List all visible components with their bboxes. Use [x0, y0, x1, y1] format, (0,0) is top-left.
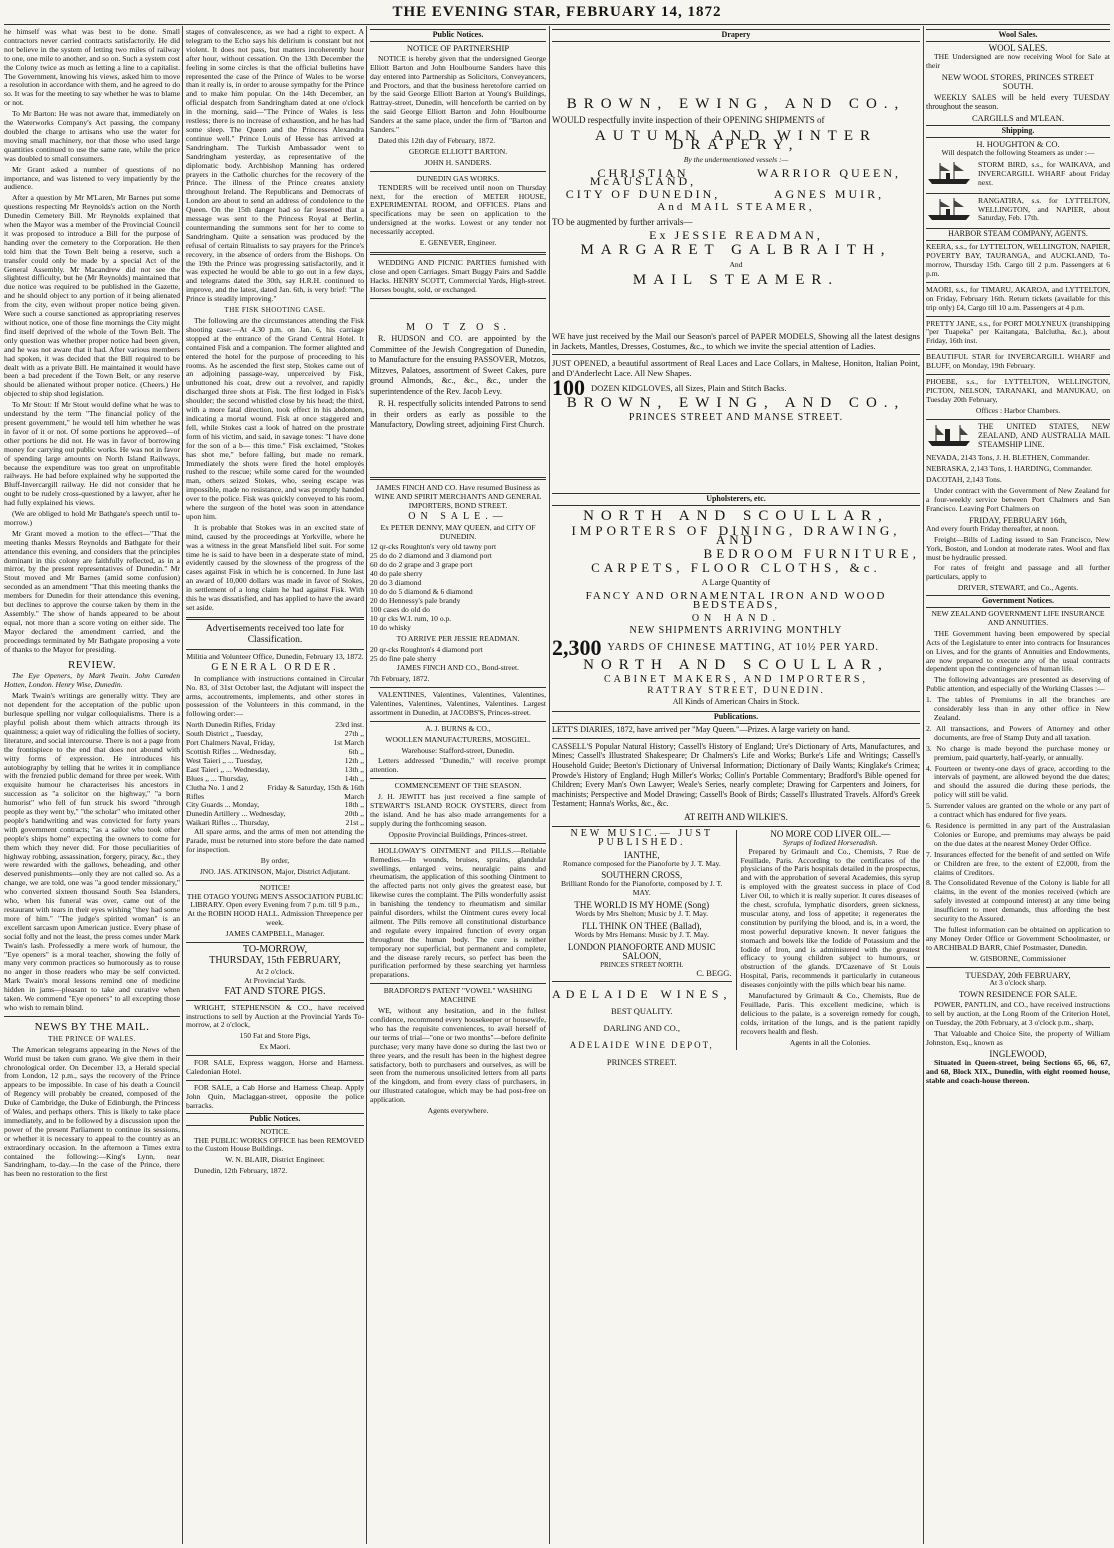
wine-list — [370, 543, 546, 632]
column-divider — [182, 26, 183, 1544]
mail-line: THE UNITED STATES, NEW ZEALAND, AND AUSTRALIA MAIL STEAMSHIP LINE. — [978, 422, 1110, 449]
wool-store: NEW WOOL STORES, PRINCES STREET SOUTH. — [941, 71, 1095, 91]
beautiful-star: BEAUTIFUL STAR for INVERCARGILL WHARF and BLUFF, on Monday, 19th February. — [926, 352, 1110, 371]
wedding-notice: WEDDING AND PICNIC PARTIES furnished with close and open Carriages. Smart Buggy Pairs and Saddle Hacks. HENRY SCOTT, Commercial Yards, High-street. Horses bought, sold, or exchanged. — [370, 257, 546, 294]
finch-heading: JAMES FINCH AND CO. Have resumed Business as WINE AND SPIRIT MERCHANTS AND GENERAL IMPORTERS, BOND STREET. — [374, 482, 542, 510]
schedule-date: 21st ,, — [345, 818, 364, 828]
column-4 — [552, 28, 920, 1544]
upholsterers-heading: Upholsterers, etc. — [552, 493, 920, 506]
reith-line: AT REITH AND WILKIE'S. — [684, 811, 788, 822]
gas-heading: DUNEDIN GAS WORKS. — [416, 173, 500, 183]
wine-item: 100 cases do old do — [370, 604, 430, 614]
public-notices-heading: Public Notices. — [370, 29, 546, 42]
general-order-body: In compliance with instructions contained in Circular No. 83, of 31st October last, the Adjutant will inspect the arms, accoutrements, implements, and other stores in possession of the Volunteers in this command, in the following order:— — [186, 673, 364, 719]
steamship-icon — [926, 423, 974, 449]
wine-item: 60 do do 2 grape and 3 grape port — [370, 560, 473, 570]
gas-body: TENDERS will be received until noon on Thursday next, for the erection of METER HOUSE, EXPERIMENTAL ROOM, and OFFICES. Plans and specifications may be seen on application to the undersigned at the works. Lowest or any tender not necessarily accepted. — [370, 182, 546, 237]
adelaide-heading: ADELAIDE WINES, — [552, 987, 732, 1002]
adelaide-depot: ADELAIDE WINE DEPOT, — [569, 1040, 714, 1051]
divider — [926, 374, 1110, 375]
sale-date: TUESDAY, 20th FEBRUARY, — [965, 969, 1071, 980]
maori: MAORI, s.s., for TIMARU, AKAROA, and LYTTELTON, on Friday, February 16th. Return tickets (available for this trip only) £4, Cargo till 10 a.m. Passengers at 4 p.m. — [926, 284, 1110, 312]
divider — [186, 617, 364, 620]
masthead: THE EVENING STAR, FEBRUARY 14, 1872 — [392, 4, 722, 20]
militia-office: Militia and Volunteer Office, Dunedin, February 13, 1872. — [186, 651, 364, 661]
column-divider — [549, 26, 550, 1544]
season-heading: COMMENCEMENT OF THE SEASON. — [394, 781, 522, 791]
ship-name: AGNES MUIR, — [773, 187, 885, 202]
sale-time: At 3 o'clock sharp. — [989, 978, 1047, 988]
schedule-date: 20th ,, — [344, 809, 364, 819]
divider — [186, 942, 364, 943]
offices: Offices : Harbor Chambers. — [975, 405, 1061, 415]
schedule-date: 23rd inst. — [335, 720, 364, 730]
column-divider — [923, 26, 924, 1544]
notice-heading: NOTICE! — [259, 882, 291, 892]
music-title: THE WORLD IS MY HOME (Song) — [574, 900, 710, 911]
column-5 — [926, 28, 1110, 1544]
matting-line: YARDS OF CHINESE MATTING, AT 10½ PER YARD. — [607, 642, 879, 654]
review-lead: The Eye Openers, by Mark Twain. John Camden Hotten, London. Henry Wise, Dunedin. — [4, 671, 180, 690]
drapery-heading: Drapery — [552, 29, 920, 42]
schedule-corps: North Dunedin Rifles, Friday — [186, 720, 276, 730]
music-desc: Romance composed for the Pianoforte by J. T. May. — [562, 858, 721, 868]
every-fourth: And every fourth Friday thereafter, at noon. — [926, 523, 1059, 533]
nevada: NEVADA, 2143 Tons, J. H. BLETHEN, Commander. — [926, 453, 1090, 463]
divider — [186, 880, 364, 881]
publications-heading: Publications. — [552, 711, 920, 724]
notice-heading: NOTICE. — [260, 1126, 290, 1136]
column-2 — [186, 28, 364, 1544]
wine-item: 10 qr cks W.I. rum, 10 o.p. — [370, 613, 452, 623]
order-signoff: By order, — [260, 855, 290, 865]
firm-name: NORTH AND SCOULLAR, — [583, 657, 889, 674]
power-pantlin: POWER, PANTLIN, and CO., have received instructions to sell by auction, at the Long Room of the Criterion Hotel, on Tuesday, the 20th February, at 3 o'clock p.m., sharp, — [926, 1000, 1110, 1028]
burns-letters: Letters addressed "Dunedin," will receive prompt attention. — [370, 756, 546, 775]
article-paragraph: stages of convalescence, as we had a right to expect. A telegram to the Echo says his delirium is constant but not violent. It does not pass, but matters incoherently hour after hour, without cessation. On the 13th December the feeling in some circles is that the official bulletins have represented the case of the Prince of Wales to be worse than it really is, in order to arouse sympathy for the Prince and to make him popular. On the 14th December, an official despatch from Sandringham dated at one o'clock in the morning, said—"The Prince of Wales is less restless; there is no increase of exhaustion, and he has had some sleep. The Queen and the Princess Alexandra continue well." Prince Louis of Hesse has arrived at Sandringham. The Turkish Ambassador went to Sandringham yesterday, as representative of the diplomatic body. Archbishop Manning has ordered prayers in the Catholic churches for the recovery of the Prince. The illness of the Prince creates anxiety throughout Ireland. The Republicans and Democrats of London are about to send an address of condolence to the Queen. On the 15th danger had so far lessened that a message was sent to the Princess Royal at Berlin, countermanding the summons sent for her to come to Sandringham. Quite a sensation was produced by the refusal of certain Ritualists to say prayers for the Prince's recovery, in the absence of orders from the Bishops. On the 19th the Prince was progressing satisfactorily, and it was expected he would be able to go out in a few days, and telegrams dated the 30th, say H.R.H. continued to improve, and the latest, dated Jan. 6th, is very brief: "The Prince is steadily improving." — [186, 28, 364, 304]
cod-heading: NO MORE COD LIVER OIL.— — [770, 828, 891, 839]
ship-icon — [926, 197, 974, 223]
nzgov-body: THE Government having been empowered by special Acts of the Legislature to enter into contracts for Insurances on Lives, and for the grants of Annuities and Endowments, are now prepared to execute any of the usual contracts dependent upon the contingencies of human life. — [926, 628, 1110, 674]
sale-time: At 2 o'clock. — [255, 966, 295, 976]
houghton-heading: H. HOUGHTON & CO. — [976, 139, 1060, 150]
partnership-heading: NOTICE OF PARTNERSHIP — [406, 42, 510, 53]
wine-item: 20 do 3 diamond — [370, 578, 422, 588]
motzos-body: R. HUDSON and CO. are appointed by the Committee of the Jewish Congregation of Dunedin, to Manufacture for the ensuing PASSOVER, Motzos, Mitzves, Palatoes, assortment of Sweet Cakes, pure ground Almonds, &c., &c., &c., under the superintendence of the Rev. Jacob Levy. — [370, 334, 546, 396]
schedule-date: 13th ,, — [344, 764, 364, 774]
schedule-corps: West Taieri ,, ... Tuesday, — [186, 755, 263, 765]
fisk-heading: THE FISK SHOOTING CASE. — [224, 306, 326, 315]
schedule-corps: Blues ,, ... Thursday, — [186, 773, 249, 783]
bedsteads-line: FANCY AND ORNAMENTAL IRON AND WOOD BEDSTEADS, — [585, 589, 887, 611]
ship-icon — [926, 161, 974, 187]
season-address: Opposite Provincial Buildings, Princes-street. — [388, 829, 528, 839]
ship-name: MAIL STEAMER. — [632, 271, 840, 288]
wine-item: 25 do do 2 diamond and 3 diamond port — [370, 551, 492, 561]
vowel-heading: BRADFORD'S PATENT "VOWEL" WASHING MACHINE — [383, 986, 533, 1005]
on-hand-line: ON HAND. — [691, 612, 781, 624]
article-paragraph: To Mr Stout: If Mr Stout would define what he was to understand by the term "The financial policy of the present government," he would tell him whether he was in favor of it or not. Of some portions he approved—of other portions he did not. He was in favor of borrowing money for carrying out public works. He was not in favor of spending large amounts on North Island Railways, because the expenditure was too great on unprofitable railways. He had before explained why he supported the Bluff-Invercargill railway. He did not consider that he ought to be rudely cross-questioned by a lawyer, after he had fully explained his views. — [4, 400, 180, 508]
wine-item: 10 do whisky — [370, 622, 411, 632]
article-paragraph: To Mr Barton: He was not aware that, immediately on the Waterworks Company's Act passing, the company doubled the charge to artisans who use the water for moving small machinery, nor that those who used large quantities continued to use the same rate, while the price was doubled to small consumers. — [4, 109, 180, 163]
fisk-body: The following are the circumstances attending the Fisk shooting case:—At 4.30 p.m. on Jan. 6, his carriage stopped at the entrance of the Grand Central Hotel. It contained Fisk and a companion. The former alighted and entered the hotel for the purpose of proceeding to his rooms. As he ascended the first step, Stokes came out of an adjoining passage-way, unperceived by Fisk, unbuttoned his coat, drew out a revolver, and rapidly discharged three shots at Fisk. The first lodged in Fisk's shoulder; the second whistled close by his head; the third, with a more fatal direction, took effect in his abdomen, indicating a mortal wound. Fisk at once staggered and fell, while Stokes cast a look of hatred on the prostrate form of his victim, and said, in savage tones: "I have done for the son of a b— this time." Fisk exclaimed, "Stokes has shot me," before falling, but made no remark. Immediately the shots were fired the hotel employés rushed to the rescue; while some cared for the wounded man, others seized Stokes, who, seeing escape was impossible, made no resistance, and was promptly handed over to the police. Fisk was quickly conveyed to his room, where the surgeon of the hotel was soon in attendance upon him. — [186, 316, 364, 521]
music-desc: Words by Mrs Hemans: Music by J. T. May. — [574, 929, 709, 939]
fullest-info: The fullest information can be obtained on application to any Money Order Office or Government Schoolmaster, or to ARCHIBALD BARR, Chief Postmaster, Dunedin. — [926, 924, 1110, 952]
review-body: Mark Twain's writings are generally witty. They are not dependent for the acceptation of the public upon burlesque spelling nor vulgar colloquialisms. There is a playful polish about them which attracts through its quaintness; a quiet way of ridiculing the follies of society, literature, and social intercourse. There is not a page from the frontispiece to the end that does not abound with witty forms of expression. He introduces his autobiography by telling that he writes it in compliance with the frenzied public demand for three per week. With exquisite humour he characterises his ancestors in succession as "a solicitor on the highway," "a born humorist" who fell of fun struck his sword "through people as they went by," "the scholar" who imitated other people's handwriting and was convicted for forty years with government contracts; "as a sailor who took other people's ships home" expecting the owners to come for them which they never did. For those peculiarities of highway robbing, assassination, forgery, piracy, &c., they were rewarded with the gallows, beheading, and other deserved punishments—only they are not called so. As a change, we are told, one was "a good tender missionary," who converted sixteen thousand South Sea Islanders, who, when his funeral was over, came out of the restaurant with tears in their eyes wishing "they had some more of him." "The judge's spirited woman" is an excellent sarcasm upon American justice. Every phase of social folly and not the least, the press comes under Mark Twain's lash. Professedly a mere work of humour, the "Eye openers" is a moral teacher, showing the folly of many very common practices so humorously as to rouse no anger in those readers who may be self convicted. Mark Twain's moral lessons remind one of medicine hidden in jams—pleasant to take and curative when taken. We commend "Eye openers" to all excepting those who wish to remain blind. — [4, 691, 180, 1012]
advantage-item: 8. The Consolidated Revenue of the Colony is liable for all claims, in the event of the monies received (which are safely invested at compound interest) at any time being insufficient to meet demands, thus affording the best security to the Assured. — [926, 878, 1110, 924]
government-notices-heading: Government Notices. — [926, 595, 1110, 608]
order-signature: JNO. JAS. ATKINSON, Major, District Adjutant. — [199, 866, 351, 876]
vowel-body: WE, without any hesitation, and in the fullest confidence, recommend every housekeeper or housewife, who has the requisite conveniences, to avail herself of our terms of trial—"one or two months"—before definite purchase; very many have done so during the last two or three years, and the result has been in the highest degree satisfactory, both to purchasers and ourselves, as will be seen from the numerous unsolicited letters from all parts of the kingdom, and from every class of purchasers, in our illustrated catalogue, which may be had post-free on application. — [370, 1006, 546, 1105]
wine-item: 40 do pale sherry — [370, 569, 423, 579]
music-title: SOUTHERN CROSS, — [601, 870, 683, 881]
carpets-line: CARPETS, FLOOR CLOTHS, &c. — [591, 559, 881, 575]
schedule-corps: Clutha No. 1 and 2 Rifles — [186, 782, 244, 801]
autumn-heading: AUTUMN AND WINTER DRAPERY, — [594, 127, 878, 153]
divider — [370, 778, 546, 779]
burns-warehouse: Warehouse: Stafford-street, Dunedin. — [401, 745, 515, 755]
divider — [552, 354, 920, 355]
paper-models: WE have just received by the Mail our Season's parcel of PAPER MODELS, Showing all the latest designs in Jackets, Mantles, Dresses, Costumes, &c., to which we invite the special attention of Ladies. — [552, 330, 920, 351]
schedule-corps: Port Chalmers Naval, Friday, — [186, 738, 275, 748]
sale-item: FAT AND STORE PIGS. — [224, 985, 326, 997]
weekly-sales: WEEKLY SALES will be held every TUESDAY throughout the season. — [926, 93, 1110, 112]
cod-body: Prepared by Grimault and Co., Chemists, 7 Rue de Feuillade, Paris. According to the certificates of the physicians of the Paris hospitals detailed in the prospectus, and with the approbation of several Academies, this syrup is employed with the greatest success in place of Cod Liver Oil, to which it is really superior. It cures diseases of the chest, scrofula, lymphatic disorders, green sickness, muscular atony, and loss of appetite; it regenerates the constitution by purifying the blood, and is, in a word, the most powerful depurative known. It never fatigues the stomach and bowels like the Iodide of Potassium and the Iodide of Iron, and is administered with the greatest efficacy to young children subject to humours, or obstruction of the glands. D'Cazenave of St Louis Hospital, Paris, recommends it particularly in cutaneous diseases conjointly with the pills which bear his name. — [740, 846, 920, 990]
ymca-signature: JAMES CAMPBELL, Manager. — [225, 929, 325, 939]
divider — [552, 738, 920, 739]
importers-line: IMPORTERS OF DINING, DRAWING, AND — [571, 523, 901, 548]
column-3 — [370, 28, 546, 1544]
storm-bird: STORM BIRD, s.s., for WAIKAVA, and INVERCARGILL WHARF about Friday next. — [978, 160, 1110, 187]
advantage-item: 6. Residence is permitted in any part of the Australasian Colonies or Europe, and premiums may always be paid on the due dates at the nearest Money Order Office. — [926, 820, 1110, 848]
column-divider — [366, 26, 367, 1544]
adelaide-address: PRINCES STREET. — [606, 1057, 677, 1067]
firm-name: BROWN, EWING, AND CO., — [566, 394, 906, 411]
pretty-jane: PRETTY JANE, s.s., for PORT MOLYNEUX (transhipping "per Tuapeka" per Kaitangata, Balclutha, &c.), about Friday, 16th inst. — [926, 318, 1110, 346]
divider — [370, 983, 546, 984]
chairs-line: All Kinds of American Chairs in Stock. — [672, 697, 800, 706]
music-desc: Words by Mrs Shelton; Music by J. T. May. — [575, 909, 709, 919]
nzgov-body: The following advantages are presented as deserving of Public attention, and especially of the Working Classes :— — [926, 675, 1110, 694]
valentines-notice: VALENTINES, Valentines, Valentines, Valentines, Valentines, Valentines, Valentines, Valentines. Largest assortment in Dunedin, at JACOBS'S, Princes-street. — [370, 690, 546, 717]
news-body: The American telegrams appearing in the News of the World must be taken cum grano. We give them in their chronological order. On December 13, a Herald special from London, 12 p.m., says the recovery of the Prince appears to be impossible. In case of his death a Council of Regency will probably be created, composed of the Duke of Cambridge, the Duke of Edinburgh, the Princess of Wales, and perhaps others. This is likely to take place immediately, and to be followed by a discussion upon the power of the present Parliament to continue its sessions, or whether it is necessary to appeal to the country as an extraordinary occasion. In the afternoon a Times extra contained the following:—King's Lynn, near Sandringham, to-day.—In the case of the Prince, there has been no restoration to the first — [4, 1044, 180, 1179]
wine-item: 12 qr-cks Roughton's very old tawny port — [370, 542, 497, 552]
matting-quantity: 2,300 — [552, 635, 602, 661]
partnership-signature: GEORGE ELLIOTT BARTON. — [408, 146, 508, 156]
contract: Under contract with the Government of New Zealand for a four-weekly service between Port Chalmers and San Francisco. Leaving Port Chalmers on — [926, 486, 1110, 513]
driver-stewart: DRIVER, STEWART, and Co., Agents. — [957, 583, 1079, 593]
vessels-lead: By the undermentioned vessels :— — [683, 154, 789, 164]
divider — [926, 419, 1110, 420]
divider — [186, 1080, 364, 1081]
advantage-item: 1. The tables of Premiums in all the branches are considerably less than in any other office in New Zealand. — [926, 695, 1110, 722]
divider — [370, 477, 546, 480]
harbor-heading: HARBOR STEAM COMPANY, AGENTS. — [926, 228, 1110, 241]
ymca-notice: THE OTAGO YOUNG MEN'S ASSOCIATION PUBLIC LIBRARY. Open every Evening from 7 p.m. till 9 p.m., At the ROBIN HOOD HALL. Admission Threepence per week. — [186, 891, 364, 928]
article-paragraph: Mr Grant asked a number of questions of no importance, and was listened to very impatiently by the audience. — [4, 164, 180, 192]
divider — [4, 1016, 180, 1017]
article-paragraph: Mr Grant moved a motion to the effect—"That the meeting thanks Messrs Reynolds and Bathgate for their attendance this evening, and considers that the principles dominant in this colony are faithfully reflected, as in a mirror, by the present representatives of Dunedin." Mr Stout moved and Mr Barnes (amid some confusion) seconded as an amendment "That this meeting thanks the members for Dunedin for their attendance this evening, but declines to approve the course taken by them in the Assembly." The show of hands appeared to be about equal, not more than a score voting on either side. The Mayor declared the amendment carried, and the proceedings terminated by Mr Bathgate proposing a vote of thanks to the Mayor for presiding. — [4, 528, 180, 654]
inglewood: INGLEWOOD, — [989, 1048, 1047, 1059]
sale-place: At Provincial Yards. — [244, 975, 306, 985]
divider — [370, 687, 546, 688]
schedule-date: 18th ,, — [344, 800, 364, 810]
cabinet-line: CABINET MAKERS, AND IMPORTERS, — [604, 674, 868, 686]
partnership-body: NOTICE is hereby given that the undersigned George Elliott Barton and John Houlbourne Sanders have this day entered into Partnership as Solicitors, Conveyancers, and Proctors, and that the business heretofore carried on by the said George Elliott Barton at Young's Buildings, Rattray-street, Dunedin, will henceforth be carried on by the said George Elliott Barton and John Houlbourne Sanders at the same place, under the firm of "Barton and Sanders." — [370, 53, 546, 135]
saloon-signature: C. BEGG. — [696, 968, 732, 979]
divider — [186, 1000, 364, 1001]
holloway-notice: HOLLOWAY'S OINTMENT and PILLS.—Reliable Remedies.—In wounds, bruises, sprains, glandular swellings, enlarged veins, neuralgic pains and rheumatism, the application of this soothing Ointment to the affected parts not only gives the greatest ease, but likewise cures the complaint. The Pills wonderfully assist in banishing the tendency to rheumatism and similar painful disorders, whilst the Ointment cures every local ailment. The Pills remove all constitutional disturbance and regulate every impaired function of every organ throughout the human body. The cure is neither temporary nor superficial, but permanent and complete, and the disease rarely recurs, so perfect has been the purification performed by these searching yet harmless preparations. — [370, 845, 546, 980]
advantage-item: 3. No charge is made beyond the purchase money or premium, paid quarterly, half-yearly, or annually. — [926, 743, 1110, 762]
for-sale-notice: FOR SALE, a Cab Horse and Harness Cheap. Apply John Quin, Maclaggan-street, opposite the police barracks. — [186, 1082, 364, 1110]
music-title: I'LL THINK ON THEE (Ballad), — [581, 920, 702, 931]
and-line: And — [729, 259, 743, 269]
music-title: IANTHE, — [623, 849, 660, 860]
wine-item: 10 do do 5 diamond & 6 diamond — [370, 586, 473, 596]
ship-name: Ex JESSIE READMAN, — [649, 228, 823, 243]
review-heading: REVIEW. — [67, 658, 116, 671]
divider — [370, 298, 546, 299]
on-sale-heading: ON SALE.— — [408, 510, 508, 522]
finch-date: 7th February, 1872. — [370, 674, 430, 684]
houghton-sub: Will despatch the following Steamers as under :— — [941, 147, 1095, 157]
arrive-list — [370, 646, 546, 664]
inspection-schedule — [186, 721, 364, 828]
public-notices-heading: Public Notices. — [186, 1113, 364, 1126]
divider — [926, 967, 1110, 968]
advantage-item: 7. Insurances effected for the benefit of and settled on Wife or Children are free, to the extent of £2,000, from the claims of Creditors. — [926, 849, 1110, 877]
town-residence: TOWN RESIDENCE FOR SALE. — [958, 989, 1078, 1000]
nebraska: NEBRASKA, 2,143 Tons, I. HARDING, Commander. — [926, 464, 1093, 474]
vowel-signature: Agents everywhere. — [427, 1106, 489, 1116]
cassell-list: CASSELL'S Popular Natural History; Cassell's History of England; Ure's Dictionary of Arts, Manufactures, and Mines; Cassell's Illustrated Shakespeare; Dr Chalmers's Life and Works; Burke's Life and Writings; Cassell's Household Guide; Beeton's Dictionary of Universal Information; Dictionary of Daily Wants; Kinglake's Crimea; Prowde's History of England; Hugh Miller's Works; Collin's Portable Commentary; Bradford's Bible opened for Children; Every Man's Own Lawyer; Weale's Series, nearly complete; Drawing for Carpenters and Joiners, for machinists; Perspective and Model Drawing; Cassell's Book of Birds; Cassell's Illustrated Travels. Alford's Greek Testament; Hanna's Works, &c., &c. — [552, 741, 920, 809]
for-sale-notice: FOR SALE, Express waggon, Horse and Harness. Caledonian Hotel. — [186, 1058, 364, 1077]
ship-name: CITY OF DUNEDIN, — [565, 187, 721, 202]
divider — [926, 349, 1110, 350]
shipping-heading: Shipping. — [926, 125, 1110, 138]
dacotah: DACOTAH, 2,143 Tons. — [926, 475, 1002, 485]
finch-signature: JAMES FINCH AND CO., Bond-street. — [396, 663, 520, 673]
auction-notice: WRIGHT, STEPHENSON & CO., have received instructions to sell by Auction at the Provincial Yards To-morrow, at 2 o'clock, — [186, 1002, 364, 1030]
pigs-line: 150 Fat and Store Pigs, — [239, 1031, 311, 1041]
fisk-body: It is probable that Stokes was in an excited state of mind, caused by the proceedings at Yorkville, where he was a witness in the great Mansfield libel suit. For some time he is said to have been in a desperate state of mind, evidently caused by the slowness of the progress of the cases against Fisk in which he is concerned. In June last an award of 10,000 dollars was made in favor of Stokes, in settlement of a long claim he had against Fisk. With this he was dissatisfied, and has applied to have the award set aside. — [186, 522, 364, 612]
letts-diaries: LETT'S DIARIES, 1872, have arrived per "May Queen."—Prizes. A large variety on hand. — [552, 724, 850, 734]
adelaide-firm: DARLING AND CO., — [603, 1023, 680, 1034]
general-order-body: All spare arms, and the arms of men not attending the Parade, must be returned into store before the date named for inspection. — [186, 827, 364, 854]
top-rule — [4, 24, 1110, 25]
property-line: That Valuable and Choice Site, the property of William Johnston, Esq., known as — [926, 1029, 1110, 1047]
article-paragraph: After a question by Mr M'Laren, Mr Barnes put some questions respecting Mr Reynolds's action on the North Dunedin Cemetery Bill. Mr Reynolds explained that when the Mayor was a member of the Provincial Council it was proposed to introduce a Bill for the purpose of handing over the cemetery to the Corporation. He then told him that the Town Belt being a reserve, such a transfer could only be made by a special Act of the General Assembly. Mr Macandrew did not see the slightest difficulty, but he (Mr Reynolds) maintained that due notice was required to be published in the Gazette, and he should object to any portion of it being alienated from the city, even without proper notice being given. Were such a course sanctioned as appropriating reserves without notice, one of those fine mornings the City might find itself deprived of the whole of the Town Belt. The only question was whether proper notice had been given, and he was not aware that it had. After various members had spoken, it was decided that the Bill required to be dealt with as a private Bill. He maintained it would have been a bad precedent if the Town Belt, or any reserve should be alienated without proper notice. (Cheers.) He objected to ship shod legislation. — [4, 193, 180, 399]
schedule-corps: East Taieri ,, ... Wednesday, — [186, 764, 270, 774]
divider — [370, 843, 546, 844]
ship-name: And MAIL STEAMER, — [657, 201, 815, 214]
schedule-date: 14th ,, — [344, 773, 364, 783]
divider — [370, 721, 546, 722]
divider — [926, 282, 1110, 283]
news-subheading: THE PRINCE OF WALES. — [48, 1034, 136, 1043]
divider — [370, 171, 546, 172]
freight: Freight—Bills of Lading issued to San Francisco, New York, Boston, and London at moderate rates. Wool and flax must be hydraulic pressed. — [926, 534, 1110, 562]
public-works-date: Dunedin, 12th February, 1872. — [194, 1166, 288, 1176]
quantity-line: A Large Quantity of — [701, 576, 771, 587]
wine-item: 20 do Hennessy's pale brandy — [370, 595, 461, 605]
news-heading: NEWS BY THE MAIL. — [34, 1020, 150, 1033]
firm-address: PRINCES STREET AND MANSE STREET. — [628, 411, 844, 423]
schedule-date: 1st March — [333, 738, 364, 748]
schedule-corps: City Guards ... Monday, — [186, 800, 260, 810]
late-adverts-heading: Advertisements received too late for Classification. — [205, 623, 345, 645]
rangatira: RANGATIRA, s.s. for LYTTELTON, WELLINGTON, and NAPIER, about Saturday, Feb. 17th. — [978, 196, 1110, 223]
wool-sales-heading: Wool Sales. — [926, 29, 1110, 42]
divider — [552, 981, 732, 982]
general-order-heading: GENERAL ORDER. — [211, 661, 339, 673]
firm-name: NORTH AND SCOULLAR, — [583, 508, 889, 525]
saloon-name: LONDON PIANOFORTE AND MUSIC SALOON, — [567, 941, 716, 961]
brown-intro: WOULD respectfully invite inspection of their OPENING SHIPMENTS of — [552, 114, 825, 125]
divider — [186, 1055, 364, 1056]
schedule-corps: South District ,, Tuesday, — [186, 729, 263, 739]
burns-body: WOOLLEN MANUFACTURERS, MOSGIEL. — [385, 734, 531, 744]
wool-sales-title: WOOL SALES. — [988, 42, 1048, 53]
public-works-notice: THE PUBLIC WORKS OFFICE has been REMOVED to the Custom House Buildings. — [186, 1135, 364, 1154]
ship-line: Ex Maori. — [259, 1042, 291, 1052]
schedule-date: 12th ,, — [344, 755, 364, 765]
sale-date: TO-MORROW, — [242, 944, 308, 956]
schedule-date: 6th ,, — [348, 746, 364, 756]
augment-line: TO be augmented by further arrivals— — [552, 217, 693, 228]
gisborne-signature: W. GISBORNE, Commissioner — [969, 953, 1067, 963]
kidglove-quantity: 100 — [552, 374, 585, 400]
advantage-item: 5. Surrender values are granted on the whole or any part of a contract which has endured for five years. — [926, 801, 1110, 820]
arrive-heading: TO ARRIVE PER JESSIE READMAN. — [396, 634, 520, 644]
wool-signature: CARGILLS and M'LEAN. — [972, 113, 1064, 124]
schedule-corps: Dunedin Artillery ... Wednesday, — [186, 809, 286, 819]
public-works-signature: W. N. BLAIR, District Engineer. — [225, 1155, 325, 1165]
cod-body: Manufactured by Grimault & Co., Chemists, Rue de Feuillade, Paris. This excellent medicine, which is delicious to the palate, is a sovereign remedy for cough, colds, irritation of the lungs, and is the patient rapidly recovers health and flesh. — [740, 991, 920, 1036]
advantage-item: 2. All transactions, and Powers of Attorney and other documents, are free of Stamp Duty and all taxation. — [926, 723, 1110, 742]
partnership-signature: JOHN H. SANDERS. — [424, 157, 492, 167]
nzgov-heading: NEW ZEALAND GOVERNMENT LIFE INSURANCE AND ANNUITIES. — [931, 609, 1105, 627]
season-body: J. H. JEWITT has just received a fine sample of STEWART'S ISLAND ROCK OYSTERS, direct from the island. And he has also made arrangements for a supply during the forthcoming season. — [370, 792, 546, 828]
ship-name: CHRISTIAN McAUSLAND, — [589, 165, 697, 189]
gas-signature: E. GENEVER, Engineer. — [419, 238, 497, 248]
ship-name: WARRIOR QUEEN, — [757, 165, 901, 180]
rattray-line: RATTRAY STREET, DUNEDIN. — [647, 686, 825, 697]
sale-date: THURSDAY, 15th FEBRUARY, — [209, 955, 341, 966]
advantage-item: 4. Fourteen or twenty-one days of grace, according to the intervals of payment, are allowed beyond the due dates; and should the assured die during these periods, the policy will still be valid. — [926, 763, 1110, 800]
kidglove-line: DOZEN KIDGLOVES, all Sizes, Plain and Stitch Backs. — [591, 382, 787, 393]
motzos-body: R. H. respectfully solicits intended Patrons to send in their orders as early as possible to the Manufactory, Dowling street, adjoining First Church. — [370, 399, 546, 430]
burns-heading: A. J. BURNS & CO., — [425, 723, 491, 733]
partnership-date: Dated this 12th day of February, 1872. — [378, 135, 496, 145]
cod-signature: Agents in all the Colonies. — [789, 1037, 871, 1047]
divider — [186, 649, 364, 650]
saloon-address: PRINCES STREET NORTH. — [600, 960, 684, 969]
sail-date: FRIDAY, FEBRUARY 16th, — [969, 514, 1067, 525]
schedule-corps: Waikari Rifles ... Thursday, — [186, 818, 270, 828]
ship-name: MARGARET GALBRAITH, — [580, 241, 892, 258]
keera: KEERA, s.s., for LYTTELTON, WELLINGTON, NAPIER, POVERTY BAY, TAURANGA, and AUCKLAND, To-morrow, Thursday 15th. Cargo till 2 p.m. Passengers at 6 p.m. — [926, 242, 1110, 278]
on-sale-subheading: Ex PETER DENNY, MAY QUEEN, and CITY OF DUNEDIN. — [380, 522, 536, 541]
schedule-date: 27th ,, — [344, 729, 364, 739]
situated: Situated in Queen-street, being Sections 65, 66, 67, and 68, Block XIX., Dunedin, with eight roomed house, stable and coach-house thereon. — [926, 1057, 1110, 1085]
divider — [370, 252, 546, 255]
column-1 — [4, 28, 180, 1544]
bedroom-line: BEDROOM FURNITURE, — [703, 546, 920, 562]
schedule-corps: Scottish Rifles ... Wednesday, — [186, 746, 277, 756]
music-desc: Brilliant Rondo for the Pianoforte, composed by J. T. MAY. — [561, 879, 723, 898]
music-heading: NEW MUSIC.— JUST PUBLISHED. — [570, 827, 714, 848]
firm-name: BROWN, EWING, AND CO., — [566, 95, 906, 112]
motzos-heading: M O T Z O S. — [406, 321, 510, 333]
rates: For rates of freight and passage and all further particulars, apply to — [926, 563, 1110, 582]
divider — [552, 826, 920, 827]
shipments-line: NEW SHIPMENTS ARRIVING MONTHLY — [629, 625, 843, 637]
phoebe: PHOEBE, s.s., for LYTTELTON, WELLINGTON, PICTON, NELSON, TARANAKI, and MANUKAU, on Tuesday 20th February, — [926, 377, 1110, 404]
arrive-item: 25 do fine pale sherry — [370, 654, 437, 664]
adelaide-quality: BEST QUALITY. — [610, 1006, 673, 1017]
advantages-list — [926, 696, 1110, 924]
divider — [926, 316, 1110, 317]
schedule-row — [186, 784, 364, 802]
article-paragraph: he himself was what was best to be done. Small contractors never carried contracts satisfactorily. He did not believe in the system of letting two miles of railway to one, one mile to another, and so on. Such a system cost the Colony twice as much as letting a line to a capitalist. The Government, knowing his views, asked him to move a resolution in accordance with them, and he agreed to do so. It was for the meeting to say whether he was to blame or not. — [4, 28, 180, 108]
lace-notice: JUST OPENED, a beautiful assortment of Real Laces and Lace Collars, in Maltese, Honiton, Italian Point, and D'Anderlecht Lace. All New Shapes. — [552, 357, 920, 378]
divider — [926, 193, 1110, 194]
wool-sales-body: THE Undersigned are now receiving Wool for Sale at their — [926, 51, 1110, 70]
article-paragraph: (We are obliged to hold Mr Bathgate's speech until to-morrow.) — [4, 509, 180, 527]
arrive-item: 20 qr-cks Roughton's 4 diamond port — [370, 645, 483, 655]
schedule-date: Friday & Saturday, 15th & 16th March — [267, 782, 364, 801]
cod-subheading: Syrups of Iodized Horseradish. — [783, 837, 878, 847]
